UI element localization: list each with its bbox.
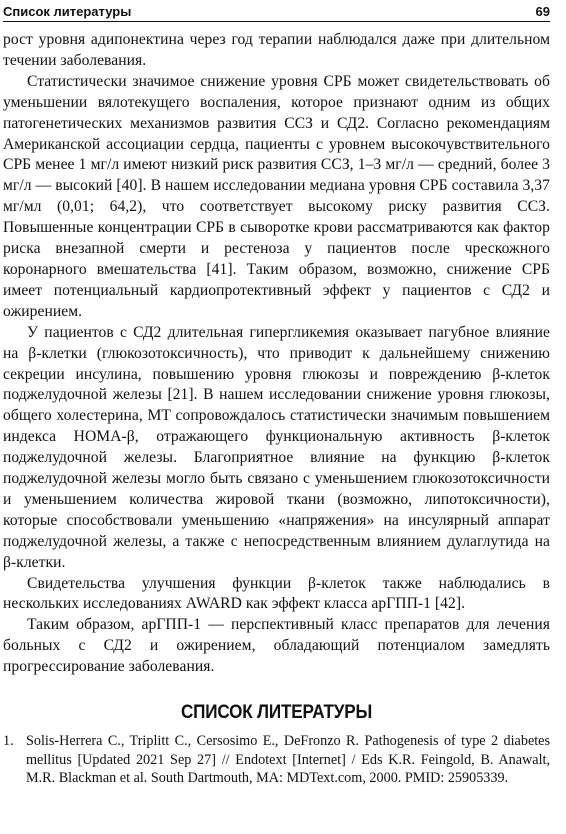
- section-title: СПИСОК ЛИТЕРАТУРЫ: [180, 702, 373, 724]
- reference-item: [3, 732, 550, 787]
- body-text: [3, 30, 550, 678]
- paragraph: Свидетельства улучшения функции β-клеток также наблюдались в нескольких исследованиях AWARD как эффект класса арГПП-1 [42].: [3, 574, 550, 613]
- reference-list: [3, 732, 550, 787]
- running-header: [3, 0, 550, 22]
- page-number: 69: [535, 4, 550, 19]
- paragraph: Таким образом, арГПП-1 — перспективный класс препаратов для лечения больных с СД2 и ожирением, обладающий потенциалом замедлять прогрессирование заболевания.: [3, 616, 550, 676]
- paragraph: рост уровня адипонектина через год терапии наблюдался даже при длительном течении заболевания.: [3, 31, 550, 69]
- paragraph: Статистически значимое снижение уровня СРБ может свидетельствовать об уменьшении вялотекущего воспаления, которое признают одним из общих патогенетических механизмов развития ССЗ и СД2. Согласно рекомендациям Американской ассоциации сердца, пациенты с уровнем высокочувствительного СРБ менее 1 мг/л имеют низкий риск развития ССЗ, 1–3 мг/л — средний, более 3 мг/л — высокий [40]. В нашем исследовании медиана уровня СРБ составила 3,37 мг/мл (0,01; 64,2), что соответствует высокому риску развития ССЗ. Повышенные концентрации СРБ в сыворотке крови рассматриваются как фактор риска внезапной смерти и рестеноза у пациентов после чрескожного коронарного вмешательства [41]. Таким образом, возможно, снижение СРБ имеет потенциальный кардиопротективный эффект у пациентов с СД2 и ожирением.: [3, 72, 550, 320]
- running-header-title: Список литературы: [3, 4, 132, 19]
- paragraph: У пациентов с СД2 длительная гипергликемия оказывает пагубное влияние на β-клетки (глюкозотоксичность), что приводит к дальнейшему снижению секреции инсулина, повышению уровня глюкозы и повреждению β-клеток поджелудочной железы [21]. В нашем исследовании снижение уровня глюкозы, общего холестерина, МТ сопровождалось статистически значимым повышением индекса HOMA-β, отражающего функциональную активность β-клеток поджелудочной железы. Благоприятное влияние на функцию β-клеток поджелудочной железы могло быть связано с уменьшением глюкозотоксичности и уменьшением количества жировой ткани (возможно, липотоксичности), которые способствовали уменьшению «напряжения» на инсулярный аппарат поджелудочной железы, а также с непосредственным влиянием дулаглутида на β-клетки.: [3, 323, 550, 571]
- reference-number: 1.: [3, 733, 14, 750]
- reference-text: Solis-Herrera C., Triplitt C., Cersosimo E., DeFronzo R. Pathogenesis of type 2 diabetes mellitus [Updated 2021 Sep 27] // Endotext [Internet] / Eds K.R. Feingold, B. Anawalt, M.R. Blackman et al. South Dartmouth, MA: MDText.com, 2000. PMID: 25905339.: [26, 733, 550, 786]
